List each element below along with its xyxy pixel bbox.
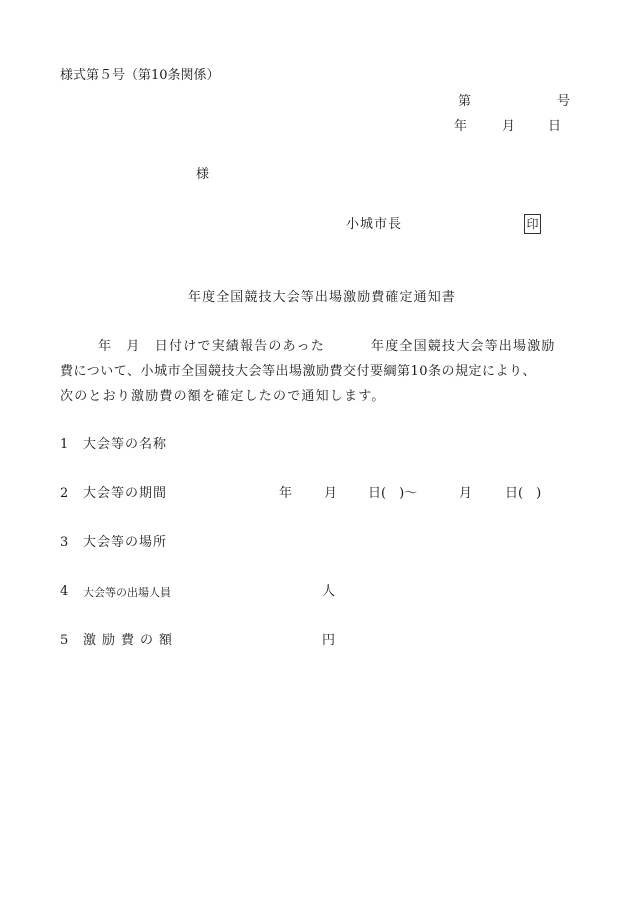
document-title: 年度全国競技大会等出場激励費確定通知書 (188, 290, 456, 305)
document-number-prefix: 第 (458, 94, 472, 109)
period-start-day: 日( )～ (368, 486, 418, 501)
form-identifier: 様式第５号（第10条関係） (60, 68, 220, 83)
item-label-event-name: 大会等の名称 (83, 437, 168, 452)
item-label-event-period: 大会等の期間 (83, 486, 168, 501)
addressee-honorific: 様 (196, 167, 210, 182)
document-number-suffix: 号 (557, 94, 571, 109)
date-month-label: 月 (502, 119, 516, 134)
body-text-line-1a: 年 月 日付けで実績報告のあった (98, 339, 326, 354)
item-number: 4 (60, 584, 69, 599)
amount-unit: 円 (322, 633, 336, 648)
period-start-year: 年 (279, 486, 293, 501)
item-label-amount: 激励費の額 (83, 633, 179, 648)
item-number: 1 (60, 437, 69, 452)
body-text-line-1b: 年度全国競技大会等出場激励 (371, 339, 556, 354)
item-number: 5 (60, 633, 69, 648)
item-label-participants: 大会等の出場人員 (83, 586, 171, 599)
date-year-label: 年 (454, 119, 468, 134)
item-number: 2 (60, 486, 69, 501)
date-day-label: 日 (548, 119, 562, 134)
period-end-day: 日( ) (505, 486, 542, 501)
period-end-month: 月 (459, 486, 473, 501)
body-text-line-3: 次のとおり激励費の額を確定したので通知します。 (60, 389, 386, 404)
issuer-name: 小城市長 (346, 217, 403, 232)
item-label-event-venue: 大会等の場所 (83, 535, 168, 550)
item-number: 3 (60, 535, 69, 550)
body-text-line-2: 費について、小城市全国競技大会等出場激励費交付要綱第10条の規定により、 (60, 364, 537, 379)
period-start-month: 月 (324, 486, 338, 501)
participants-unit: 人 (322, 584, 336, 599)
seal-mark: 印 (524, 214, 541, 234)
